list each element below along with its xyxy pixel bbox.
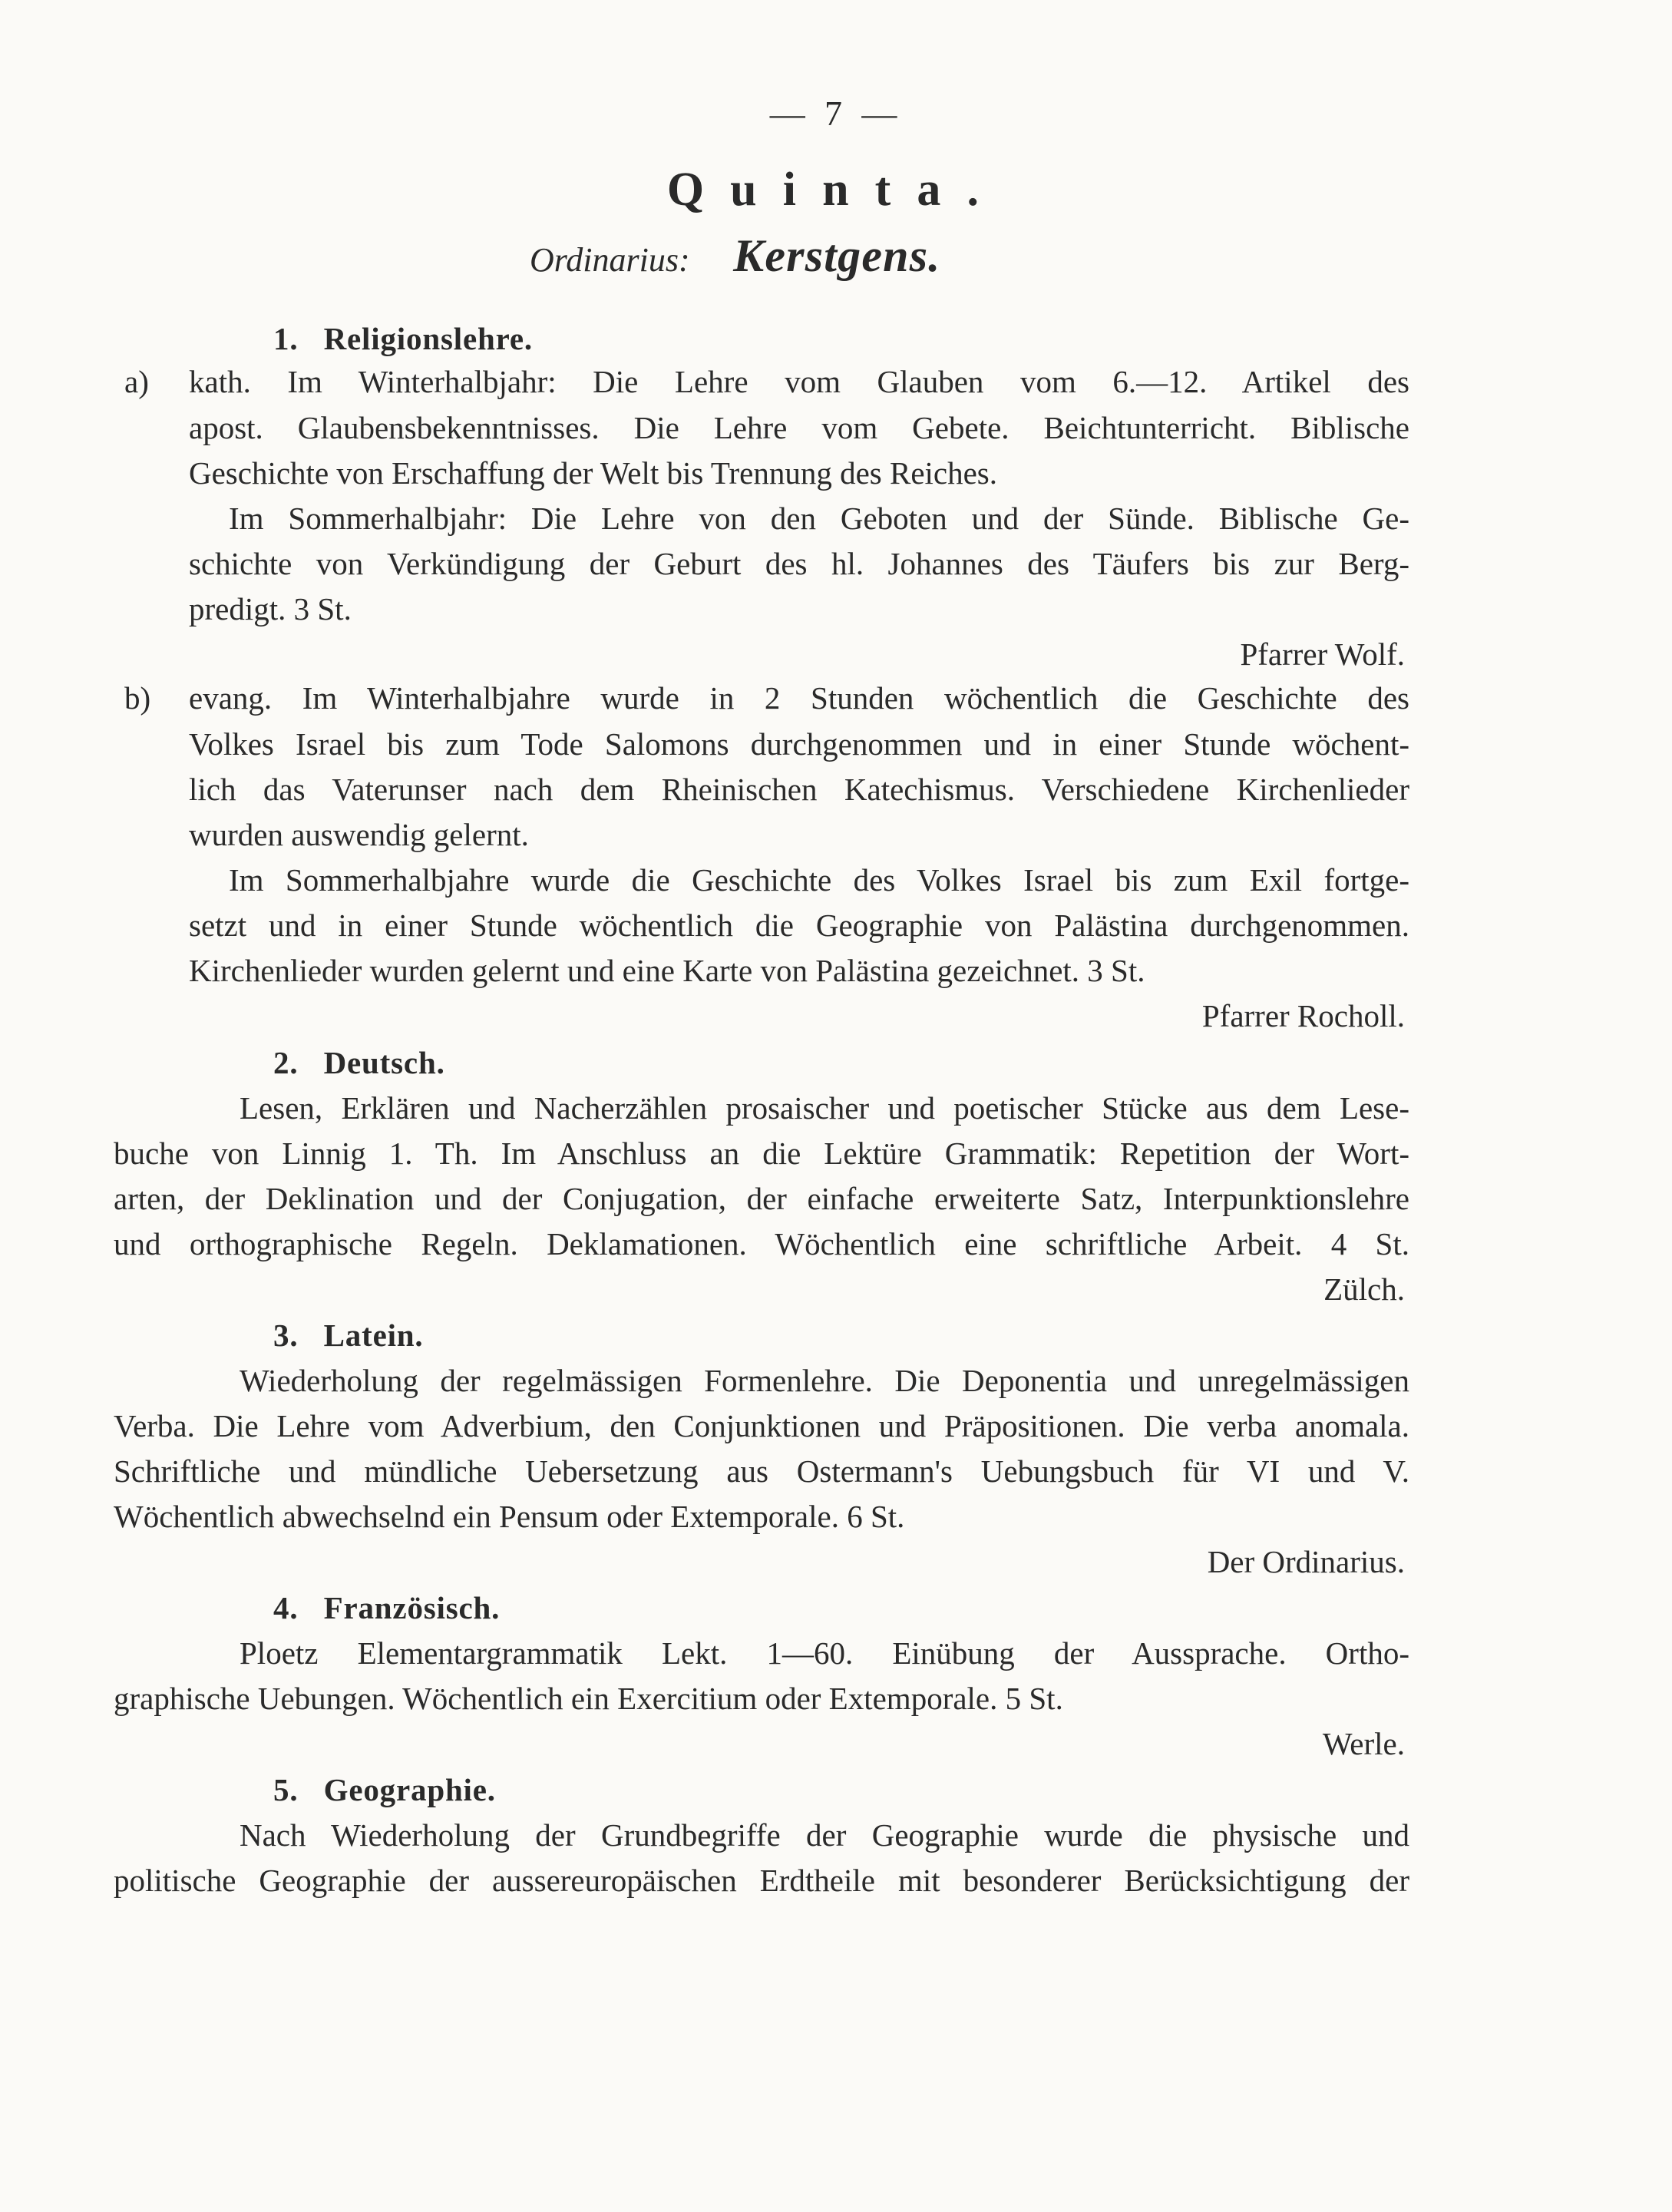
text-line: schichte von Verkündigung der Geburt des hl. Johannes des Täufers bis zur Berg- [189,546,1409,581]
section-heading-franzoesisch [273,1585,500,1631]
text-line: graphische Uebungen. Wöchentlich ein Exercitium oder Extemporale. 5 St. [114,1681,1063,1716]
section-number: 1. [273,321,299,356]
text-line: lich das Vaterunser nach dem Rheinischen Katechismus. Verschiedene Kirchenlieder [189,772,1409,807]
teacher-name: Pfarrer Rocholl. [1201,998,1405,1033]
section-number: 5. [273,1772,299,1807]
ordinarius-line [530,229,941,287]
text-line: Wöchentlich abwechselnd ein Pensum oder Extemporale. 6 St. [114,1499,905,1534]
text-line: wurden auswendig gelernt. [189,817,529,852]
text-line: setzt und in einer Stunde wöchentlich die Geographie von Palästina durchgenommen. [189,908,1409,943]
section-heading-deutsch [273,1040,445,1086]
section-number: 4. [273,1590,299,1625]
teacher-name: Pfarrer Wolf. [1240,636,1405,672]
text-line: arten, der Deklination und der Conjugation, der einfache erweiterte Satz, Interpunktionslehre [114,1181,1409,1216]
text-line: apost. Glaubensbekenntnisses. Die Lehre vom Gebete. Beichtunterricht. Biblische [189,410,1409,445]
text-line: Volkes Israel bis zum Tode Salomons durchgenommen und in einer Stunde wöchent- [189,726,1409,762]
text-line: und orthographische Regeln. Deklamationen. Wöchentlich eine schriftliche Arbeit. 4 St. [114,1226,1409,1261]
teacher-name: Werle. [1322,1726,1405,1761]
text-line: politische Geographie der aussereuropäischen Erdtheile mit besonderer Berücksichtigung der [114,1863,1409,1898]
page-number: — 7 — [769,94,903,133]
ordinarius-name: Kerstgens. [733,230,941,281]
section-number: 3. [273,1318,299,1353]
section-title: Geographie. [323,1772,496,1807]
text-line: Wiederholung der regelmässigen Formenlehre. Die Deponentia und unregelmässigen [240,1363,1409,1398]
text-line: buche von Linnig 1. Th. Im Anschluss an die Lektüre Grammatik: Repetition der Wort- [114,1136,1409,1171]
text-line: Verba. Die Lehre vom Adverbium, den Conjunktionen und Präpositionen. Die verba anomala. [114,1408,1409,1443]
subsection-label-b: b) [124,680,151,716]
teacher-name: Zülch. [1323,1271,1405,1307]
text-line: Im Sommerhalbjahre wurde die Geschichte des Volkes Israel bis zum Exil fortge- [229,862,1409,898]
text-line: kath. Im Winterhalbjahr: Die Lehre vom Glauben vom 6.—12. Artikel des [189,364,1409,399]
section-title: Religionslehre. [323,321,533,356]
section-title: Latein. [323,1318,424,1353]
section-heading-religion [273,316,533,362]
text-line: Kirchenlieder wurden gelernt und eine Karte von Palästina gezeichnet. 3 St. [189,953,1145,988]
text-line: Lesen, Erklären und Nacherzählen prosaischer und poetischer Stücke aus dem Lese- [240,1090,1409,1126]
text-line: Ploetz Elementargrammatik Lekt. 1—60. Einübung der Aussprache. Ortho- [240,1635,1409,1671]
section-heading-latein [273,1313,424,1358]
section-number: 2. [273,1045,299,1080]
text-line: Nach Wiederholung der Grundbegriffe der Geographie wurde die physische und [240,1817,1409,1853]
section-title: Französisch. [323,1590,501,1625]
text-line: Geschichte von Erschaffung der Welt bis Trennung des Reiches. [189,455,998,491]
section-title: Deutsch. [323,1045,445,1080]
text-line: predigt. 3 St. [189,591,352,627]
text-line: Im Sommerhalbjahr: Die Lehre von den Geboten und der Sünde. Biblische Ge- [229,501,1409,536]
text-line: Schriftliche und mündliche Uebersetzung aus Ostermann's Uebungsbuch für VI und V. [114,1453,1409,1489]
class-title: Quinta. [666,164,1006,216]
text-line: evang. Im Winterhalbjahre wurde in 2 Stunden wöchentlich die Geschichte des [189,680,1409,716]
teacher-name: Der Ordinarius. [1207,1544,1405,1579]
section-heading-geographie [273,1767,496,1813]
subsection-label-a: a) [124,364,149,399]
ordinarius-label: Ordinarius: [530,241,690,279]
